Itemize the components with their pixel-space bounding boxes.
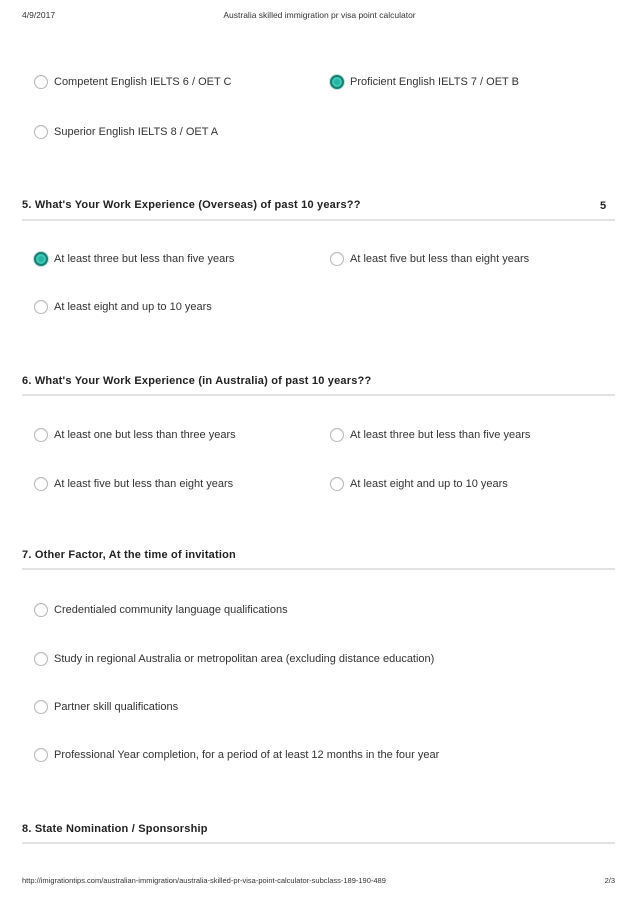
question-divider	[22, 842, 615, 844]
question-divider	[22, 219, 615, 221]
radio-label: At least three but less than five years	[54, 253, 235, 265]
radio-button[interactable]	[330, 477, 344, 491]
page-number: 2/3	[604, 876, 615, 885]
question-6-title: 6. What's Your Work Experience (in Australia) of past 10 years??	[22, 375, 372, 387]
radio-option-overseas-3-5[interactable]	[34, 252, 234, 266]
radio-option-australia-3-5[interactable]	[330, 428, 530, 442]
radio-button[interactable]	[34, 603, 48, 617]
radio-label: Study in regional Australia or metropolitan area (excluding distance education)	[54, 653, 435, 665]
radio-button[interactable]	[34, 428, 48, 442]
radio-button[interactable]	[330, 428, 344, 442]
radio-option-australia-5-8[interactable]	[34, 477, 233, 491]
radio-button[interactable]	[34, 125, 48, 139]
question-5-title: 5. What's Your Work Experience (Overseas) of past 10 years??	[22, 199, 361, 211]
radio-button[interactable]	[34, 700, 48, 714]
radio-button[interactable]	[330, 252, 344, 266]
radio-button[interactable]	[34, 748, 48, 762]
radio-button[interactable]	[34, 477, 48, 491]
radio-option-professional-year[interactable]	[34, 748, 439, 762]
radio-option-overseas-5-8[interactable]	[330, 252, 529, 266]
radio-label: Partner skill qualifications	[54, 701, 179, 713]
print-url: http://imigrationtips.com/australian-immigration/australia-skilled-pr-visa-point-calculator-subclass-189-190-489	[22, 876, 386, 885]
radio-option-regional-study[interactable]	[34, 652, 434, 666]
radio-label: At least three but less than five years	[350, 429, 531, 441]
question-7-title: 7. Other Factor, At the time of invitation	[22, 549, 236, 561]
question-divider	[22, 394, 615, 396]
print-title: Australia skilled immigration pr visa point calculator	[223, 10, 416, 20]
radio-label: At least eight and up to 10 years	[350, 478, 508, 490]
radio-label: Superior English IELTS 8 / OET A	[54, 126, 219, 138]
question-5-score: 5	[600, 200, 607, 212]
radio-label: At least eight and up to 10 years	[54, 301, 212, 313]
radio-label: At least five but less than eight years	[350, 253, 530, 265]
radio-option-community-language[interactable]	[34, 603, 288, 617]
radio-option-partner-skill[interactable]	[34, 700, 178, 714]
radio-option-superior-english[interactable]	[34, 125, 218, 139]
radio-button[interactable]	[330, 75, 344, 89]
radio-button[interactable]	[34, 252, 48, 266]
radio-label: Credentialed community language qualifications	[54, 604, 288, 616]
radio-option-australia-1-3[interactable]	[34, 428, 236, 442]
radio-label: Proficient English IELTS 7 / OET B	[350, 76, 519, 88]
question-divider	[22, 568, 615, 570]
radio-option-overseas-8-10[interactable]	[34, 300, 212, 314]
radio-option-proficient-english[interactable]	[330, 75, 519, 89]
radio-label: Professional Year completion, for a period of at least 12 months in the four year	[54, 749, 440, 761]
radio-button[interactable]	[34, 75, 48, 89]
print-date: 4/9/2017	[22, 10, 56, 20]
radio-button[interactable]	[34, 652, 48, 666]
radio-label: At least one but less than three years	[54, 429, 236, 441]
radio-option-competent-english[interactable]	[34, 75, 232, 89]
question-8-title: 8. State Nomination / Sponsorship	[22, 823, 208, 835]
radio-option-australia-8-10[interactable]	[330, 477, 508, 491]
radio-label: Competent English IELTS 6 / OET C	[54, 76, 232, 88]
radio-label: At least five but less than eight years	[54, 478, 234, 490]
radio-button[interactable]	[34, 300, 48, 314]
